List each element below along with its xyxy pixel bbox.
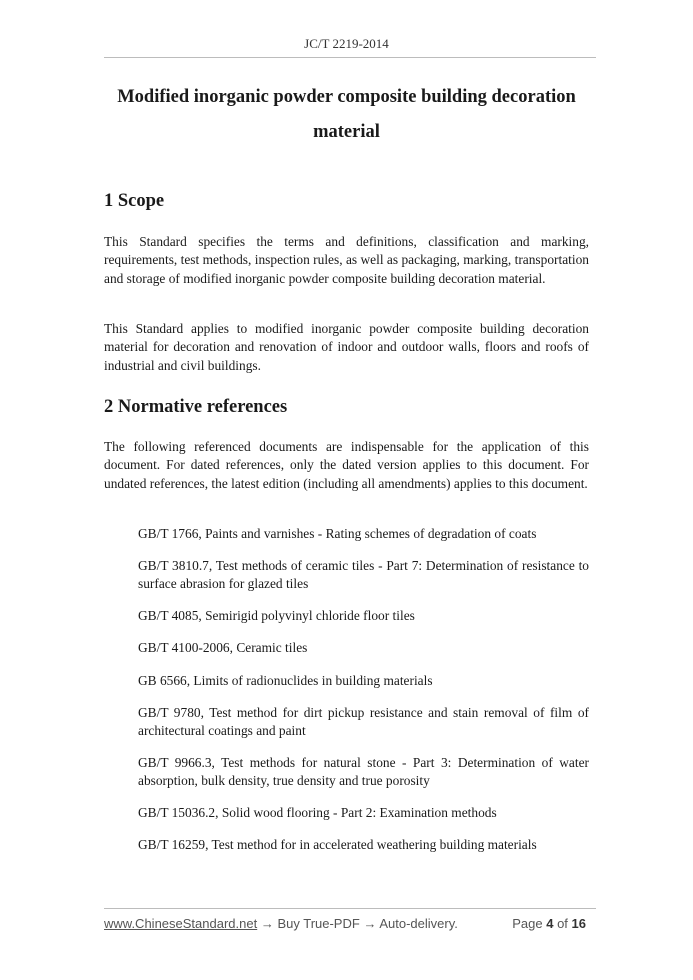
arrow-right-icon: →	[363, 916, 377, 931]
section-heading-normative-references: 2 Normative references	[104, 397, 288, 417]
page-label: Page	[512, 916, 543, 931]
current-page-number: 4	[546, 916, 554, 931]
reference-item: GB/T 4100-2006, Ceramic tiles	[138, 640, 308, 655]
arrow-right-icon: →	[260, 916, 274, 931]
reference-item: GB/T 9966.3, Test methods for natural stone - Part 3: Determination of water absorption, bulk density, true density and true porosity	[138, 755, 589, 789]
document-title-line-2: material	[313, 122, 380, 142]
footer-promo	[104, 916, 458, 931]
scope-paragraph-2: This Standard applies to modified inorganic powder composite building decoration material for decoration and renovation of indoor and outdoor walls, floors and roofs of industrial and civil buildings.	[104, 321, 589, 373]
reference-item: GB/T 16259, Test method for in accelerated weathering building materials	[138, 837, 537, 852]
buy-true-pdf-text: Buy True-PDF	[277, 916, 360, 931]
section-heading-scope: 1 Scope	[104, 191, 165, 211]
document-code: JC/T 2219-2014	[304, 36, 389, 51]
reference-item: GB/T 9780, Test method for dirt pickup resistance and stain removal of film of architectural coatings and paint	[138, 705, 589, 739]
normative-references-intro: The following referenced documents are indispensable for the application of this document. For dated references, only the dated version applies to this document. For undated references, the latest edition (including all amendments) applies to this document.	[104, 439, 589, 491]
reference-item: GB/T 4085, Semirigid polyvinyl chloride floor tiles	[138, 608, 415, 623]
footer-divider	[104, 908, 596, 909]
header-divider	[104, 57, 596, 58]
reference-item: GB 6566, Limits of radionuclides in building materials	[138, 673, 433, 688]
auto-delivery-text: Auto-delivery.	[379, 916, 458, 931]
scope-paragraph-1: This Standard specifies the terms and definitions, classification and marking, requirements, test methods, inspection rules, as well as packaging, marking, transportation and storage of modified inorganic powder composite building decoration material.	[104, 234, 589, 286]
reference-item: GB/T 15036.2, Solid wood flooring - Part 2: Examination methods	[138, 805, 497, 820]
total-page-count: 16	[571, 916, 586, 931]
site-link[interactable]: www.ChineseStandard.net	[104, 916, 258, 931]
reference-item: GB/T 3810.7, Test methods of ceramic tiles - Part 7: Determination of resistance to surface abrasion for glazed tiles	[138, 558, 589, 592]
page-of-label: of	[557, 916, 568, 931]
document-title-line-1: Modified inorganic powder composite building decoration	[117, 87, 576, 107]
page-indicator	[512, 916, 586, 931]
reference-item: GB/T 1766, Paints and varnishes - Rating schemes of degradation of coats	[138, 526, 537, 541]
